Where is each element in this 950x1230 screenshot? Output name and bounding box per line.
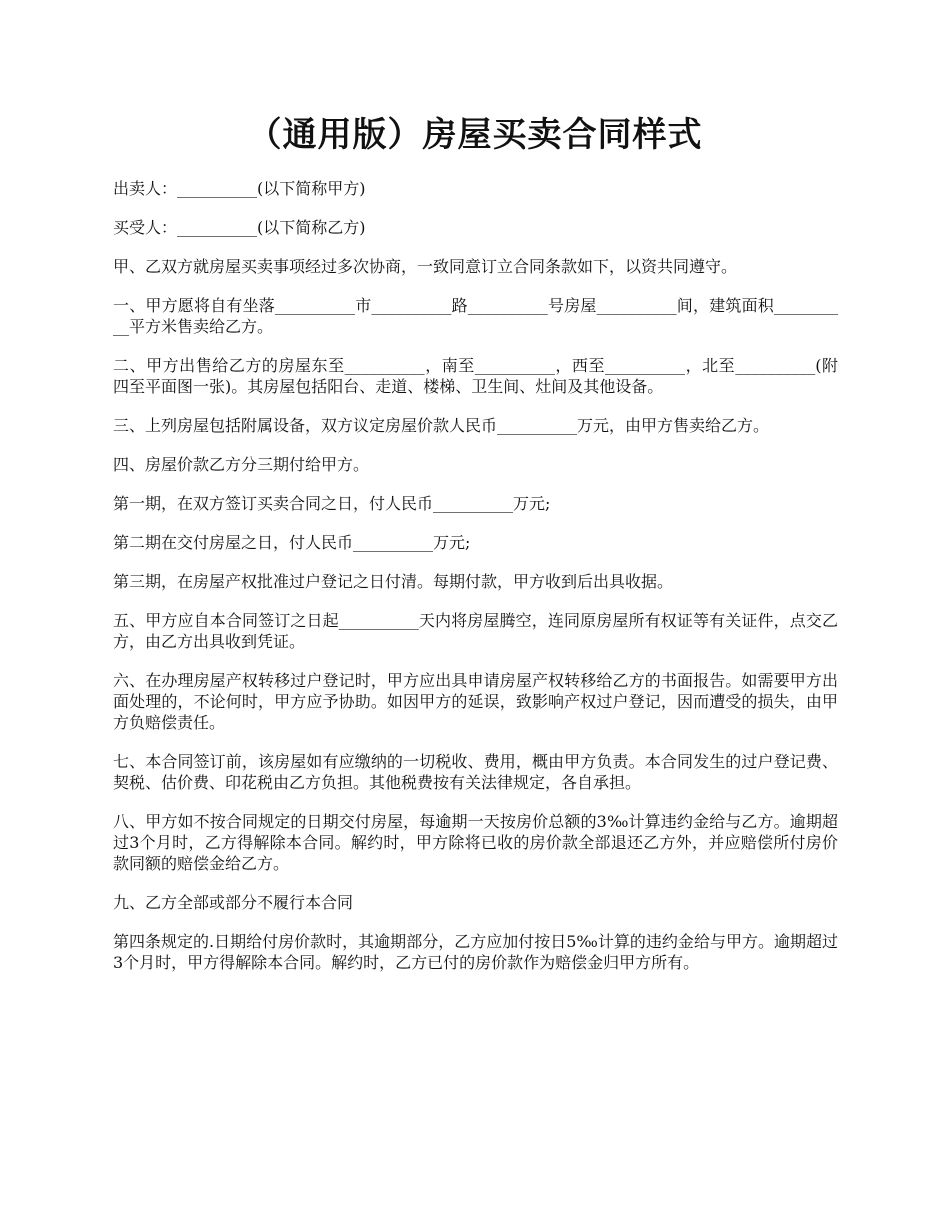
- paragraph-clause-4: 四、房屋价款乙方分三期付给甲方。: [113, 455, 370, 474]
- paragraph-buyer: 买受人：__________(以下简称乙方): [113, 218, 366, 237]
- paragraph-payment-3: 第三期，在房屋产权批准过户登记之日付清。每期付款，甲方收到后出具收据。: [113, 572, 674, 591]
- paragraph-payment-1: 第一期，在双方签订买卖合同之日，付人民币__________万元;: [113, 494, 551, 513]
- paragraph-seller: 出卖人：__________(以下简称甲方): [113, 179, 366, 198]
- paragraph-clause-9: 九、乙方全部或部分不履行本合同: [113, 893, 354, 912]
- paragraph-clause-8: 八、甲方如不按合同规定的日期交付房屋，每逾期一天按房价总额的3‰计算违约金给与乙方。逾期超过3个月时，乙方得解除本合同。解约时，甲方除将已收的房价款全部退还乙方外，并应赔偿所付房价款同额的赔偿金给乙方。: [113, 812, 838, 873]
- document-title: （通用版）房屋买卖合同样式: [247, 115, 703, 155]
- paragraph-clause-3: 三、上列房屋包括附属设备，双方议定房屋价款人民币__________万元，由甲方售卖给乙方。: [113, 416, 770, 435]
- document-body: [113, 178, 838, 991]
- paragraph-clause-1: 一、甲方愿将自有坐落__________市__________路__________号房屋__________间，建筑面积__________平方米售卖给乙方。: [113, 296, 838, 336]
- paragraph-clause-2: 二、甲方出售给乙方的房屋东至__________，南至__________，西至__________，北至__________(附四至平面图一张)。其房屋包括阳台、走道、楼梯、卫生间、灶间及其他设备。: [113, 356, 838, 396]
- paragraph-clause-6: 六、在办理房屋产权转移过户登记时，甲方应出具申请房屋产权转移给乙方的书面报告。如需要甲方出面处理的，不论何时，甲方应予协助。如因甲方的延误，致影响产权过户登记，因而遭受的损失，由甲方负赔偿责任。: [113, 671, 838, 732]
- paragraph-preamble: 甲、乙双方就房屋买卖事项经过多次协商，一致同意订立合同条款如下，以资共同遵守。: [113, 257, 738, 276]
- paragraph-clause-9-cont: 第四条规定的.日期给付房价款时，其逾期部分，乙方应加付按日5‰计算的违约金给与甲方。逾期超过3个月时，甲方得解除本合同。解约时，乙方已付的房价款作为赔偿金归甲方所有。: [113, 932, 838, 972]
- paragraph-clause-7: 七、本合同签订前，该房屋如有应缴纳的一切税收、费用，概由甲方负责。本合同发生的过户登记费、契税、估价费、印花税由乙方负担。其他税费按有关法律规定，各自承担。: [113, 752, 838, 792]
- paragraph-clause-5: 五、甲方应自本合同签订之日起__________天内将房屋腾空，连同原房屋所有权证等有关证件，点交乙方，由乙方出具收到凭证。: [113, 611, 838, 651]
- paragraph-payment-2: 第二期在交付房屋之日，付人民币__________万元;: [113, 533, 471, 552]
